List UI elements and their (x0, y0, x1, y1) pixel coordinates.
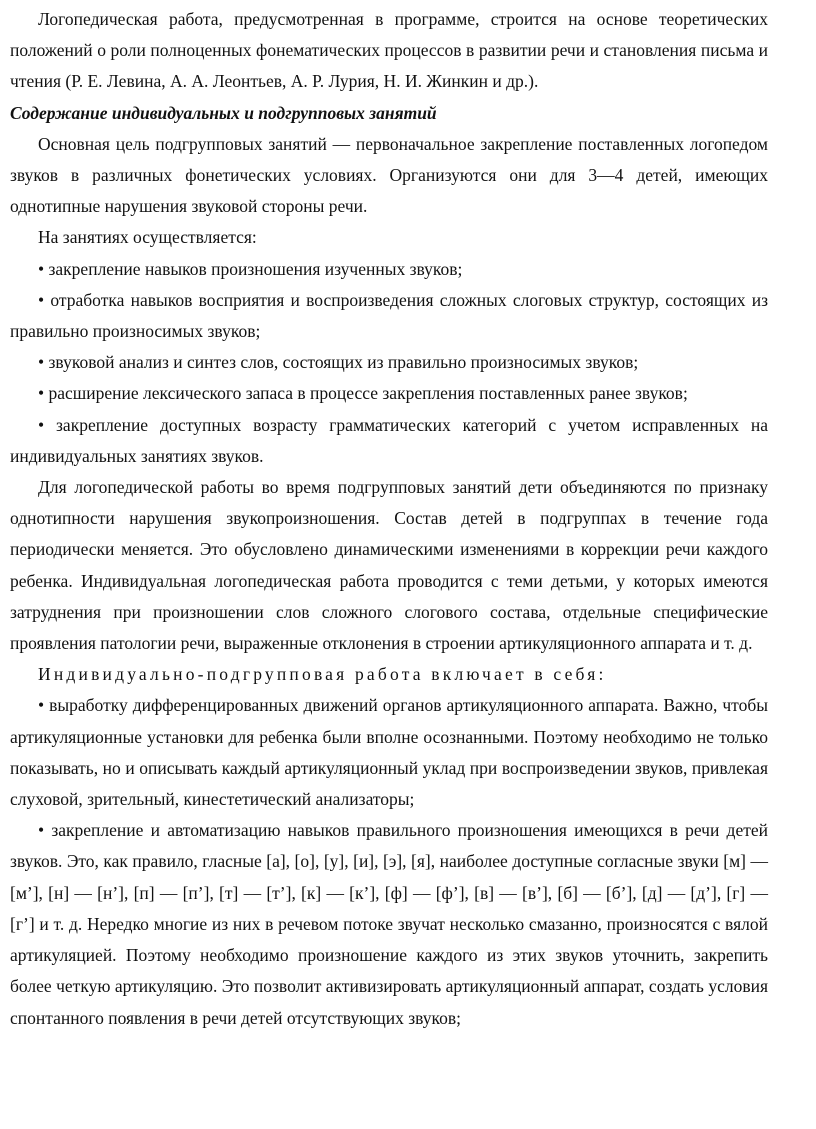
list-item: • закрепление и автоматизацию навыков правильного произношения имеющихся в речи детей звуков. Это, как правило, гласные [а], [о], [у], [и], [э], [я], наиболее доступные согласные звуки [м] — [м’], [н] — [н’], [п] — [п’], [т] — [т’], [к] — [к’], [ф] — [ф’], [в] — [в’], [б] — [б’], [д] — [д’], [г] — [г’] и т. д. Нередко многие из них в речевом потоке звучат несколько смазанно, произносятся с вялой артикуляцией. Поэтому необходимо произношение каждого из этих звуков уточнить, закрепить более четкую артикуляцию. Это позволит активизировать артикуляционный аппарат, создать условия спонтанного появления в речи детей отсутствующих звуков; (10, 820, 768, 1028)
section-heading: Содержание индивидуальных и подгрупповых занятий (10, 102, 437, 123)
list-item: • выработку дифференцированных движений органов артикуляционного аппарата. Важно, чтобы артикуляционные установки для ребенка были вполне осознанными. Поэтому необходимо не только показывать, но и описывать каждый артикуляционный уклад при воспроизведении звуков, привлекая слуховой, зрительный, кинестетический анализаторы; (10, 695, 768, 810)
intro-paragraph: Логопедическая работа, предусмотренная в программе, строится на основе теоретических положений о роли полноценных фонематических процессов в развитии речи и становления письма и чтения (Р. Е. Левина, А. А. Леонтьев, А. Р. Лурия, Н. И. Жинкин и др.). (10, 9, 768, 92)
list-item: • закрепление навыков произношения изученных звуков; (38, 258, 463, 279)
list-item: • звуковой анализ и синтез слов, состоящих из правильно произносимых звуков; (38, 352, 639, 373)
list-item: • отработка навыков восприятия и воспроизведения сложных слоговых структур, состоящих из правильно произносимых звуков; (10, 289, 768, 342)
list-item: • расширение лексического запаса в процессе закрепления поставленных ранее звуков; (38, 383, 688, 404)
list-intro: На занятиях осуществляется: (38, 227, 257, 248)
groups-paragraph: Для логопедической работы во время подгрупповых занятий дети объединяются по признаку однотипности нарушения звукопроизношения. Состав детей в подгруппах в течение года периодически меняется. Это обусловлено динамическими изменениями в коррекции речи каждого ребенка. Индивидуальная логопедическая работа проводится с теми детьми, у которых имеются затруднения при произношении слов сложного слогового состава, отдельные специфические проявления патологии речи, выраженные отклонения в строении артикуляционного аппарата и т. д. (10, 477, 768, 654)
individual-work-intro: Индивидуально-подгрупповая работа включает в себя: (38, 664, 607, 685)
list-item: • закрепление доступных возрасту грамматических категорий с учетом исправленных на индивидуальных занятиях звуков. (10, 414, 768, 466)
goal-paragraph: Основная цель подгрупповых занятий — первоначальное закрепление поставленных логопедом звуков в различных фонетических условиях. Организуются они для 3—4 детей, имеющих однотипные нарушения звуковой стороны речи. (10, 133, 768, 217)
